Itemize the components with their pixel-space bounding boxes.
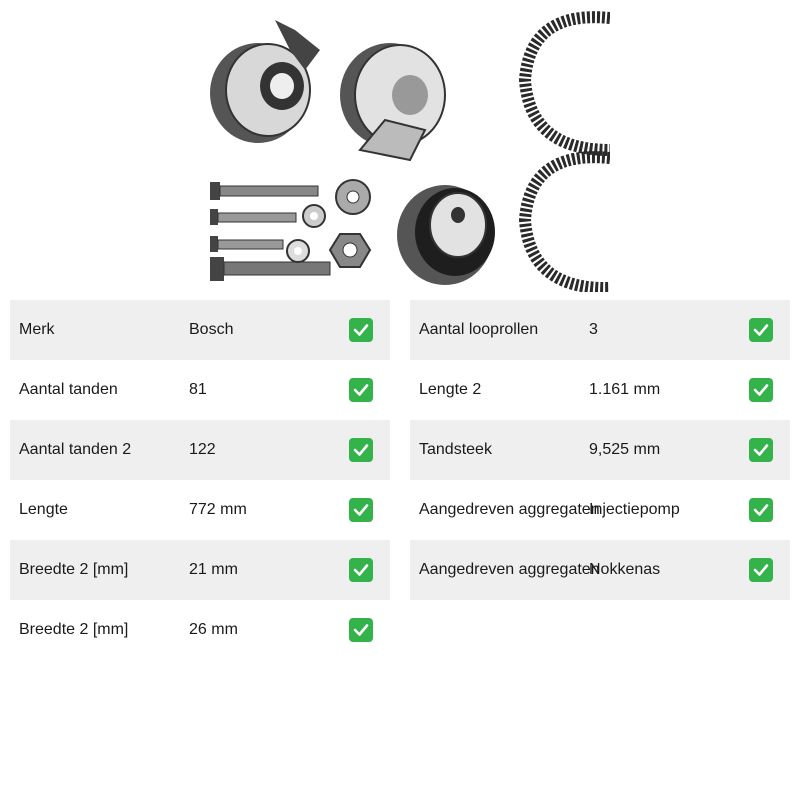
spec-row <box>10 360 390 420</box>
spec-row <box>10 300 390 360</box>
check-mark-icon <box>349 558 373 582</box>
check-mark-icon <box>749 318 773 342</box>
spec-row <box>410 540 790 600</box>
spec-label: Merk <box>19 321 55 338</box>
spec-label: Aantal looprollen <box>419 321 539 338</box>
spec-row <box>410 300 790 360</box>
product-image <box>200 10 610 292</box>
check-mark-icon <box>749 498 773 522</box>
spec-value: Bosch <box>189 321 234 338</box>
spec-label: Breedte 2 [mm] <box>19 561 129 578</box>
spec-value: 772 mm <box>189 501 247 518</box>
tensioner-pulley-1 <box>210 20 320 143</box>
tensioner-pulley-2 <box>340 43 445 160</box>
check-mark-icon <box>749 438 773 462</box>
check-mark-icon <box>349 498 373 522</box>
spec-value: 122 <box>189 441 216 458</box>
timing-belt-2 <box>525 157 610 288</box>
timing-belt-1 <box>525 17 610 150</box>
spec-table-left <box>10 300 390 660</box>
spec-label: Aangedreven aggregaten <box>419 561 600 578</box>
spec-value: 9,525 mm <box>589 441 661 458</box>
spec-label: Lengte 2 <box>419 381 482 398</box>
spec-value: 21 mm <box>189 561 238 578</box>
spec-value: 81 <box>189 381 207 398</box>
spec-label: Aantal tanden 2 <box>19 441 132 458</box>
spec-table-right <box>410 300 790 600</box>
idler-pulley <box>397 185 495 285</box>
spec-label: Aantal tanden <box>19 381 118 398</box>
spec-row <box>10 480 390 540</box>
spec-row <box>10 420 390 480</box>
spec-value: 26 mm <box>189 621 238 638</box>
check-mark-icon <box>349 618 373 642</box>
spec-label: Lengte <box>19 501 68 518</box>
check-mark-icon <box>749 558 773 582</box>
spec-value: 1.161 mm <box>589 381 661 398</box>
check-mark-icon <box>749 378 773 402</box>
check-mark-icon <box>349 438 373 462</box>
spec-row <box>10 600 390 660</box>
spec-value: Injectiepomp <box>589 501 680 518</box>
spec-label: Breedte 2 [mm] <box>19 621 129 638</box>
spec-label: Tandsteek <box>419 441 492 458</box>
spec-row <box>10 540 390 600</box>
check-mark-icon <box>349 318 373 342</box>
spec-row <box>410 360 790 420</box>
spec-value: 3 <box>589 321 598 338</box>
spec-label: Aangedreven aggregaten <box>419 501 600 518</box>
bolts <box>210 182 330 281</box>
spec-value: Nokkenas <box>589 561 661 578</box>
spec-row <box>410 480 790 540</box>
check-mark-icon <box>349 378 373 402</box>
spec-row <box>410 420 790 480</box>
